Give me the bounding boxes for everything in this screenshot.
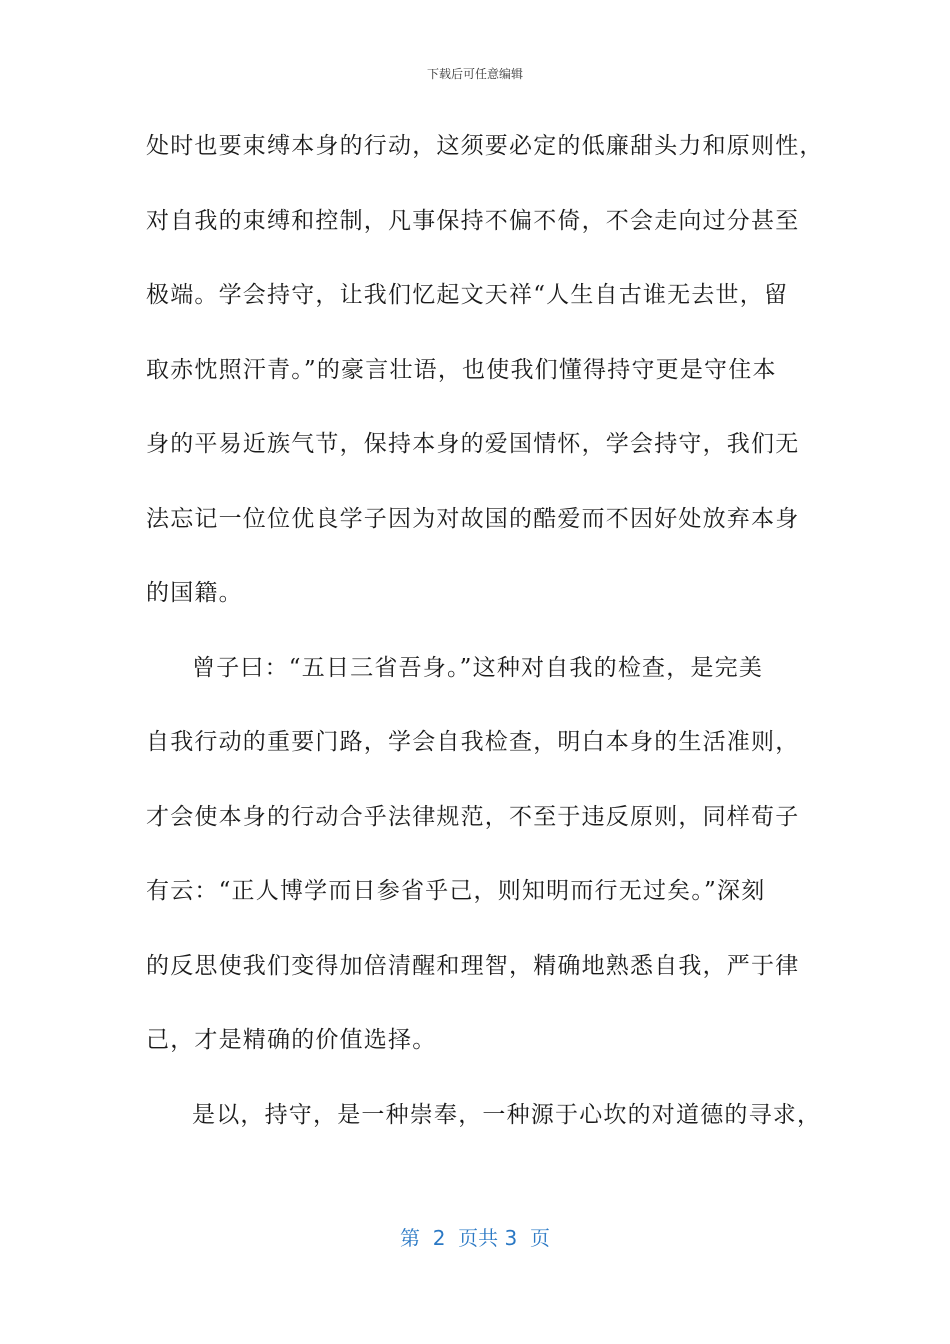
text-line: 自我行动的重要门路，学会自我检查，明白本身的生活准则， (146, 729, 800, 755)
page-footer (0, 1224, 950, 1252)
text-line: 对自我的束缚和控制，凡事保持不偏不倚，不会走向过分甚至 (146, 207, 800, 234)
paragraph-first-line: 是以，持守，是一种崇奉，一种源于心坎的对道德的寻求， (192, 1101, 822, 1128)
text-line: 己，才是精确的价值选择。 (146, 1027, 437, 1053)
page-number-text: 第 2 页共 3 页 (400, 1226, 550, 1250)
text-line: 的国籍。 (146, 580, 243, 606)
text-line: 极端。学会持守，让我们忆起文天祥“人生自古谁无去世，留 (146, 282, 789, 308)
text-line: 法忘记一位位优良学子因为对故国的酷爱而不因好处放弃本身 (146, 505, 800, 532)
page-header: 下载后可任意编辑 (426, 67, 523, 81)
text-line: 才会使本身的行动合乎法律规范，不至于违反原则，同样荀子 (146, 803, 800, 830)
text-line: 的反思使我们变得加倍清醒和理智，精确地熟悉自我，严于律 (146, 952, 800, 979)
text-line: 身的平易近族气节，保持本身的爱国情怀，学会持守，我们无 (146, 431, 800, 457)
text-line: 取赤忱照汗青。”的豪言壮语，也使我们懂得持守更是守住本 (146, 356, 777, 383)
text-line: 处时也要束缚本身的行动，这须要必定的低廉甜头力和原则性， (146, 133, 824, 159)
paragraph-first-line: 曾子曰：“五日三省吾身。”这种对自我的检查，是完美 (192, 654, 764, 681)
text-line: 有云：“正人博学而日参省乎己，则知明而行无过矣。”深刻 (146, 878, 766, 904)
body-text (146, 124, 824, 1167)
